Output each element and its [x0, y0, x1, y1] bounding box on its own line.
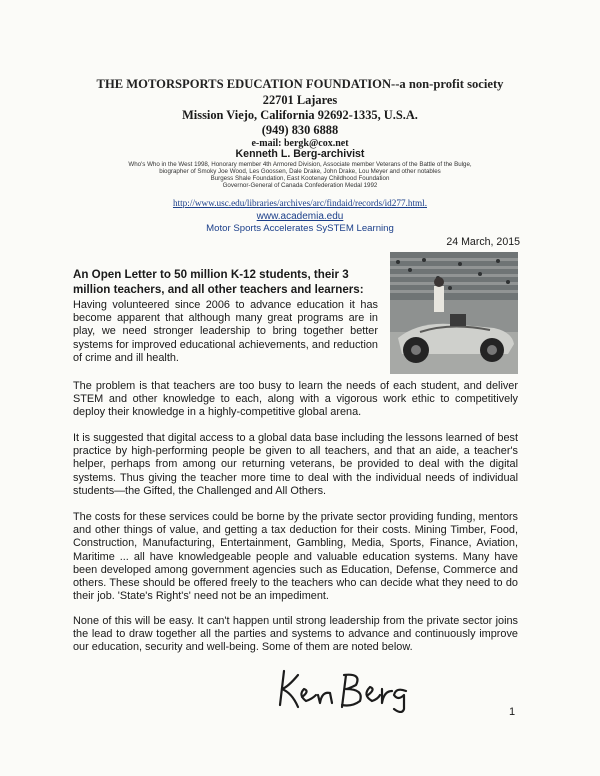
city-address: Mission Viejo, California 92692-1335, U.S.A.	[182, 108, 418, 122]
archives-link[interactable]: http://www.usc.edu/libraries/archives/arc/findaid/records/id277.html.	[172, 198, 428, 208]
email-address[interactable]: e-mail: bergk@cox.net	[251, 138, 349, 149]
phone-number: (949) 830 6888	[261, 123, 339, 137]
page-number: 1	[509, 706, 516, 718]
race-car-photo	[390, 252, 518, 374]
academia-link[interactable]: www.academia.edu	[256, 211, 344, 222]
letter-heading: An Open Letter to 50 million K-12 students, their 3 million teachers, and all other teachers and learners:	[73, 268, 364, 296]
author-name: Kenneth L. Berg-archivist	[235, 148, 365, 160]
race-car-photo-image	[390, 252, 518, 374]
credits-line-4: Governor-General of Canada Confederation Medal 1992	[222, 182, 378, 189]
org-title: THE MOTORSPORTS EDUCATION FOUNDATION--a non-profit society	[96, 77, 504, 91]
paragraph-2: The problem is that teachers are too busy to learn the needs of each student, and deliver STEM and other knowledge to each, along with a vigorous work ethic to competitively deploy their knowledge in a highly-competitive global arena.	[73, 380, 518, 419]
letter-date: 24 March, 2015	[446, 236, 520, 248]
tagline: Motor Sports Accelerates SySTEM Learning	[206, 223, 394, 234]
paragraph-1: Having volunteered since 2006 to advance education it has become apparent that although many great programs are in play, we need stronger leadership to bring together better systems for improved educational achievements, and reduction of crime and ill health.	[73, 299, 378, 364]
paragraph-3: It is suggested that digital access to a global data base including the lessons learned of best practice by high-performing people be given to all teachers, and that an aide, a teacher's helper, perhaps from among our returning veterans, be provided to deal with the digital systems. Thus giving the teacher more time to deal with the individual needs of individual students—the Gifted, the Challenged and All Others.	[73, 432, 518, 497]
paragraph-4: The costs for these services could be borne by the private sector providing funding, mentors and other things of value, and getting a tax deduction for their costs. Mining Timber, Food, Construction, Manufacturing, Entertainment, Gambling, Media, Sports, Finance, Aviation, Maritime ... all have knowledgeable people and valuable education systems. Many have been developed among government agencies such as Education, Defense, Commerce and others. These should be offered freely to the teachers who can decide what they need to do their job. 'State's Right's' need not be an impediment.	[73, 511, 518, 603]
signature-image	[276, 665, 412, 713]
credits-line-1: Who's Who in the West 1998, Honorary member 4th Armored Division, Associate member Veterans of the Battle of the Bulge,	[128, 161, 472, 168]
street-address: 22701 Lajares	[262, 93, 338, 107]
paragraph-5: None of this will be easy. It can't happen until strong leadership from the private sector joins the lead to draw together all the parties and systems to advance and continuously improve our education, security and well-being. Some of them are noted below.	[73, 615, 518, 654]
signature	[276, 665, 412, 718]
credits-line-2: biographer of Smoky Joe Wood, Les Goossen, Dale Drake, John Drake, Lou Meyer and other notables	[159, 168, 441, 175]
credits-line-3: Burgess Shale Foundation, East Kootenay Childhood Foundation	[210, 175, 390, 182]
